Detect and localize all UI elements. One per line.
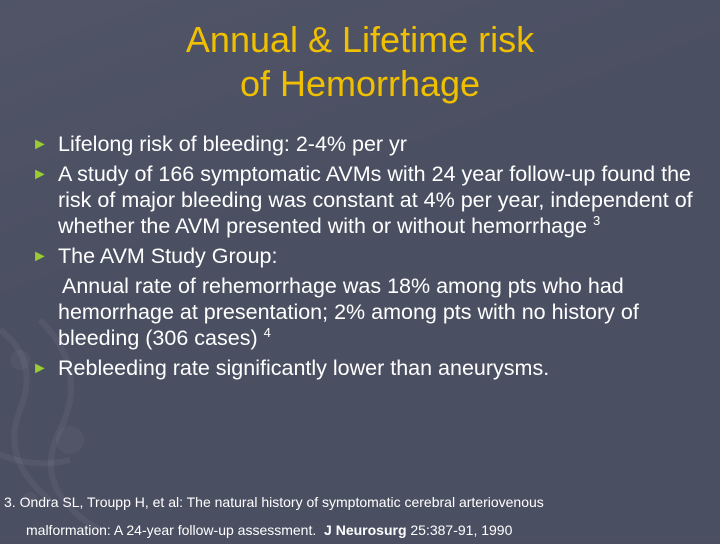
bullet-text: A study of 166 symptomatic AVMs with 24 year follow-up found the risk of major bleeding was constant at 4% per year, independent of whether the AVM presented with or without hemorrhage	[58, 162, 693, 238]
title-line-1: Annual & Lifetime risk	[185, 19, 535, 60]
bullet-item	[32, 355, 712, 381]
slide-content	[32, 131, 712, 385]
bullet-item	[32, 131, 712, 157]
bullet-item	[32, 161, 712, 239]
citation-superscript: 3	[593, 212, 601, 228]
sub-paragraph	[32, 273, 712, 351]
reference-line-2-suffix: 25:387-91, 1990	[406, 522, 513, 538]
sub-paragraph-text: Annual rate of rehemorrhage was 18% among pts who had hemorrhage at presentation; 2% among pts with no history of bleeding (306 cases)	[58, 274, 639, 350]
citation-superscript: 4	[263, 324, 271, 340]
bullet-text: The AVM Study Group:	[58, 244, 278, 268]
title-line-2: of Hemorrhage	[239, 63, 481, 104]
reference-line-1: 3. Ondra SL, Troupp H, et al: The natural history of symptomatic cerebral arteriovenous	[4, 494, 544, 510]
bullet-triangle-icon: ►	[32, 248, 48, 265]
reference-footnote	[4, 488, 716, 544]
bullet-item	[32, 243, 712, 269]
slide-title	[0, 18, 720, 106]
bullet-triangle-icon: ►	[32, 360, 48, 377]
bullet-triangle-icon: ►	[32, 166, 48, 183]
reference-line-2-prefix: malformation: A 24-year follow-up assessment.	[26, 522, 325, 538]
bullet-text: Rebleeding rate significantly lower than aneurysms.	[58, 356, 550, 380]
bullet-text: Lifelong risk of bleeding: 2-4% per yr	[58, 132, 407, 156]
bullet-triangle-icon: ►	[32, 136, 48, 153]
reference-journal: J Neurosurg	[324, 522, 407, 538]
